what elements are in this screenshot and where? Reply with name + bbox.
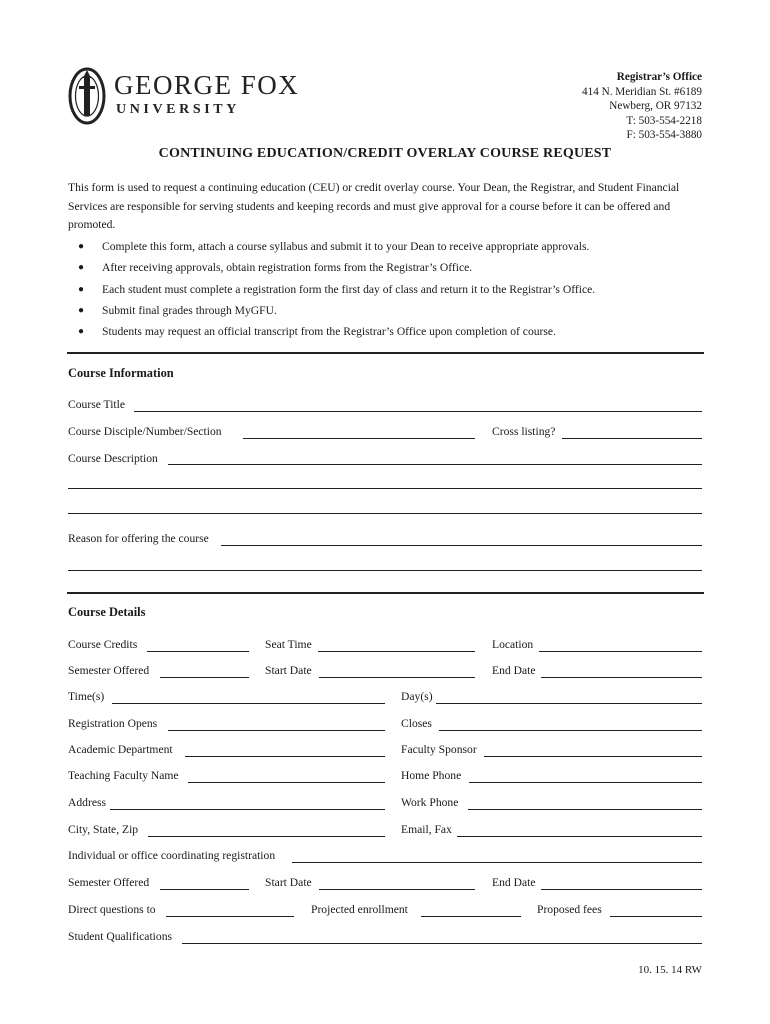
office-fax: F: 503-554-3880 bbox=[626, 129, 702, 142]
section-divider bbox=[67, 592, 704, 594]
course-description-line[interactable] bbox=[68, 513, 702, 514]
list-item: ● After receiving approvals, obtain registration forms from the Registrar’s Office. bbox=[78, 257, 718, 278]
semester-offered-label: Semester Offered bbox=[68, 876, 150, 889]
location-field[interactable] bbox=[539, 651, 702, 652]
email-fax-label: Email, Fax bbox=[401, 823, 452, 836]
times-label: Time(s) bbox=[68, 690, 105, 703]
academic-department-label: Academic Department bbox=[68, 743, 173, 756]
course-details-heading: Course Details bbox=[68, 605, 146, 619]
form-revision-code: 10. 15. 14 RW bbox=[638, 964, 702, 976]
semester-offered-label: Semester Offered bbox=[68, 664, 150, 677]
direct-questions-field[interactable] bbox=[166, 916, 294, 917]
home-phone-field[interactable] bbox=[469, 782, 702, 783]
projected-enrollment-label: Projected enrollment bbox=[311, 903, 408, 916]
direct-questions-label: Direct questions to bbox=[68, 903, 156, 916]
course-description-label: Course Description bbox=[68, 452, 158, 465]
registration-opens-field[interactable] bbox=[168, 730, 385, 731]
work-phone-field[interactable] bbox=[468, 809, 702, 810]
office-phone: T: 503-554-2218 bbox=[626, 114, 702, 127]
office-street: 414 N. Meridian St. #6189 bbox=[582, 85, 702, 98]
teaching-faculty-label: Teaching Faculty Name bbox=[68, 769, 179, 782]
city-state-zip-field[interactable] bbox=[148, 836, 385, 837]
teaching-faculty-field[interactable] bbox=[188, 782, 385, 783]
address-field[interactable] bbox=[110, 809, 385, 810]
closes-label: Closes bbox=[401, 717, 432, 730]
course-title-label: Course Title bbox=[68, 398, 126, 411]
times-field[interactable] bbox=[112, 703, 385, 704]
reason-field[interactable] bbox=[221, 545, 702, 546]
cross-listing-field[interactable] bbox=[562, 438, 702, 439]
work-phone-label: Work Phone bbox=[401, 796, 459, 809]
city-state-zip-label: City, State, Zip bbox=[68, 823, 139, 836]
address-label: Address bbox=[68, 796, 106, 809]
projected-enrollment-field[interactable] bbox=[421, 916, 521, 917]
form-title: CONTINUING EDUCATION/CREDIT OVERLAY COURSE REQUEST bbox=[158, 146, 612, 161]
course-description-line[interactable] bbox=[68, 488, 702, 489]
logo-wordmark: GEORGE FOX bbox=[114, 70, 300, 100]
seat-time-label: Seat Time bbox=[265, 638, 312, 651]
end-date-field[interactable] bbox=[541, 677, 702, 678]
office-city: Newberg, OR 97132 bbox=[609, 100, 702, 113]
start-date-label: Start Date bbox=[265, 664, 312, 677]
intro-paragraph: This form is used to request a continuing education (CEU) or credit overlay course. Your Dean, the Registrar, and Student Financial Services are responsible for serving students and keeping records and must give approval for a course before it can be offered and promoted. bbox=[68, 181, 680, 231]
instruction-list bbox=[78, 236, 718, 342]
student-qualifications-label: Student Qualifications bbox=[68, 930, 173, 943]
course-description-field[interactable] bbox=[168, 464, 702, 465]
start-date-field[interactable] bbox=[319, 677, 475, 678]
seat-time-field[interactable] bbox=[318, 651, 475, 652]
coordinating-field[interactable] bbox=[292, 862, 702, 863]
logo-subline: UNIVERSITY bbox=[116, 102, 240, 117]
end-date-label: End Date bbox=[492, 876, 536, 889]
list-item: ● Complete this form, attach a course syllabus and submit it to your Dean to receive appropriate approvals. bbox=[78, 236, 718, 257]
course-disciple-field[interactable] bbox=[243, 438, 475, 439]
end-date-field[interactable] bbox=[541, 889, 702, 890]
course-credits-label: Course Credits bbox=[68, 638, 138, 651]
proposed-fees-label: Proposed fees bbox=[537, 903, 602, 916]
faculty-sponsor-field[interactable] bbox=[484, 756, 702, 757]
location-label: Location bbox=[492, 638, 534, 651]
faculty-sponsor-label: Faculty Sponsor bbox=[401, 743, 477, 756]
start-date-field[interactable] bbox=[319, 889, 475, 890]
registration-opens-label: Registration Opens bbox=[68, 717, 158, 730]
student-qualifications-field[interactable] bbox=[182, 943, 702, 944]
course-title-field[interactable] bbox=[134, 411, 702, 412]
start-date-label: Start Date bbox=[265, 876, 312, 889]
semester-offered-field[interactable] bbox=[160, 677, 249, 678]
days-label: Day(s) bbox=[401, 690, 433, 703]
days-field[interactable] bbox=[436, 703, 702, 704]
reason-label: Reason for offering the course bbox=[68, 532, 209, 545]
list-item: ● Submit final grades through MyGFU. bbox=[78, 300, 718, 321]
course-information-heading: Course Information bbox=[68, 366, 174, 380]
office-name: Registrar’s Office bbox=[616, 71, 702, 83]
home-phone-label: Home Phone bbox=[401, 769, 462, 782]
list-item: ● Each student must complete a registration form the first day of class and return it to the Registrar’s Office. bbox=[78, 279, 718, 300]
office-address bbox=[582, 70, 702, 143]
semester-offered-field[interactable] bbox=[160, 889, 249, 890]
seal-icon bbox=[68, 66, 108, 126]
course-credits-field[interactable] bbox=[147, 651, 249, 652]
proposed-fees-field[interactable] bbox=[610, 916, 702, 917]
academic-department-field[interactable] bbox=[185, 756, 385, 757]
list-item: ● Students may request an official transcript from the Registrar’s Office upon completion of course. bbox=[78, 321, 718, 342]
coordinating-label: Individual or office coordinating registration bbox=[68, 849, 276, 862]
end-date-label: End Date bbox=[492, 664, 536, 677]
reason-line[interactable] bbox=[68, 570, 702, 571]
closes-field[interactable] bbox=[439, 730, 702, 731]
university-logo bbox=[68, 66, 298, 126]
course-disciple-label: Course Disciple/Number/Section bbox=[68, 425, 222, 438]
section-divider bbox=[67, 352, 704, 354]
cross-listing-label: Cross listing? bbox=[492, 425, 556, 438]
email-fax-field[interactable] bbox=[457, 836, 702, 837]
